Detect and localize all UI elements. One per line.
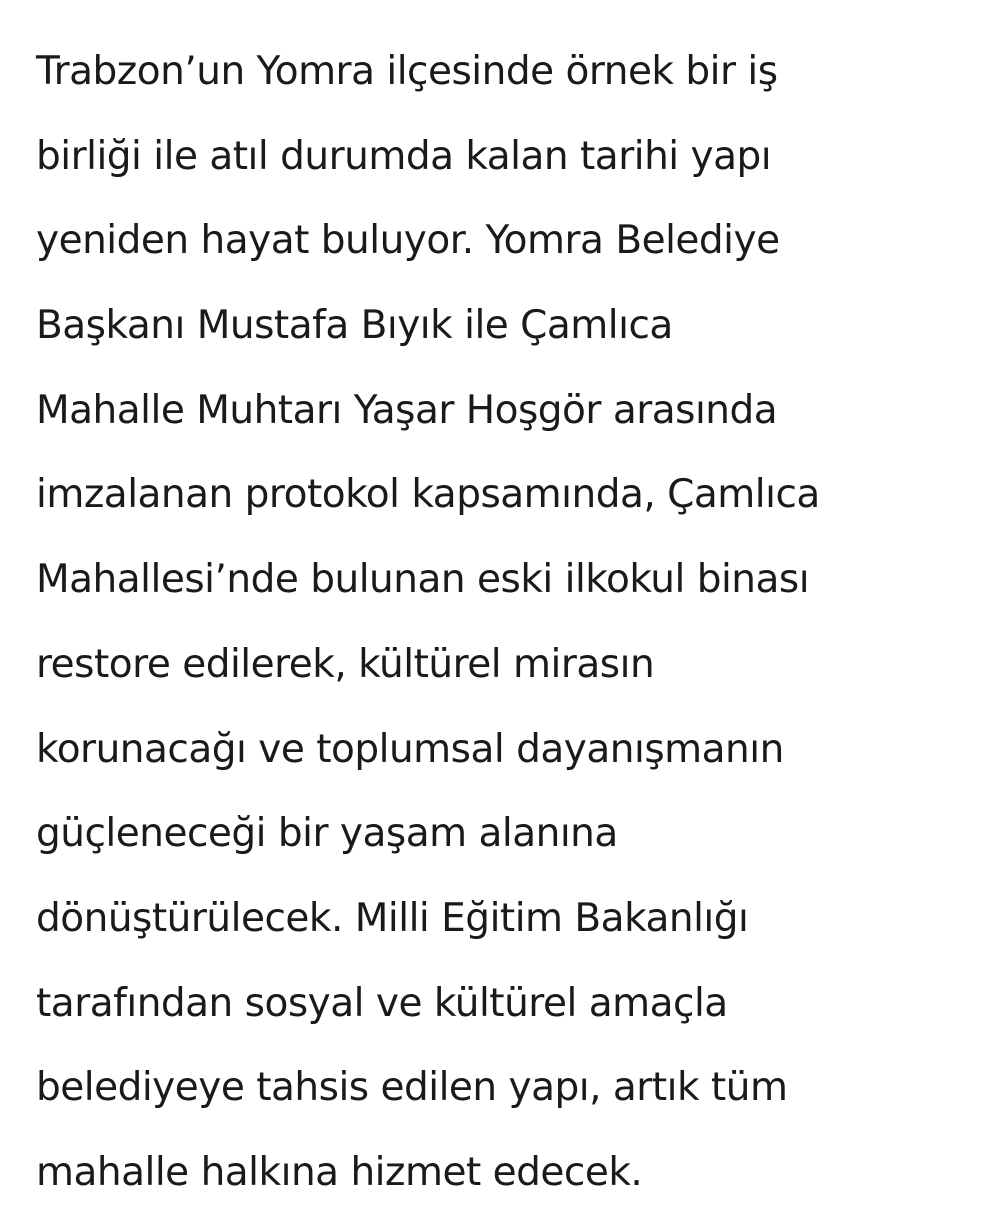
paragraph-line: tarafından sosyal ve kültürel amaçla (36, 980, 728, 1026)
paragraph-line: Mahallesi’nde bulunan eski ilkokul binası (36, 557, 810, 603)
paragraph-line: dönüştürülecek. Milli Eğitim Bakanlığı (36, 895, 749, 941)
paragraph-line: belediyeye tahsis edilen yapı, artık tüm (36, 1065, 788, 1111)
paragraph-line: restore edilerek, kültürel mirasın (36, 641, 655, 687)
paragraph-line: yeniden hayat buluyor. Yomra Belediye (36, 218, 780, 264)
paragraph-line: güçleneceği bir yaşam alanına (36, 811, 618, 857)
paragraph-line: mahalle halkına hizmet edecek. (36, 1149, 643, 1195)
paragraph-line: Mahalle Muhtarı Yaşar Hoşgör arasında (36, 387, 778, 433)
paragraph-line: imzalanan protokol kapsamında, Çamlıca (36, 472, 820, 518)
article-paragraph (36, 30, 986, 1216)
paragraph-line: Başkanı Mustafa Bıyık ile Çamlıca (36, 303, 673, 349)
paragraph-line: Trabzon’un Yomra ilçesinde örnek bir iş (36, 49, 778, 94)
paragraph-line: korunacağı ve toplumsal dayanışmanın (36, 726, 784, 772)
paragraph-line: birliği ile atıl durumda kalan tarihi yapı (36, 133, 772, 179)
